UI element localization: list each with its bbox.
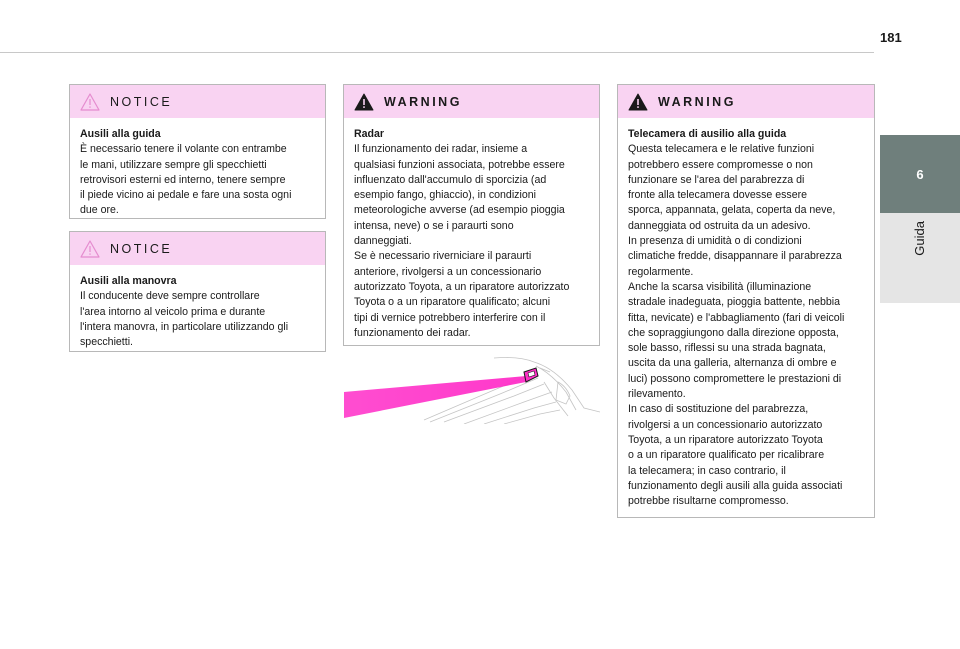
warning-text-line: uscita da una galleria, alternanza di ombre e [628,357,837,370]
warning-triangle-icon [628,93,648,111]
warning-text-line: che sopraggiungono dalla direzione opposta, [628,326,839,339]
warning-text-line: funzionamento dei radar. [354,326,471,339]
warning-box-camera [617,84,875,518]
warning-text-line: influenzato dall'accumulo di sporcizia (ad [354,173,547,186]
notice-heading: Ausili alla guida [80,128,161,140]
notice-title: NOTICE [110,241,173,256]
notice-box-parking-aids [69,231,326,352]
warning-text-line: rivolgersi a un concessionario autorizzato [628,418,823,431]
warning-text-line: Toyota, a un riparatore autorizzato Toyota [628,433,823,446]
notice-heading: Ausili alla manovra [80,275,177,287]
warning-text-line: intensa, neve) o se i paraurti sono [354,219,514,232]
notice-text-line: retrovisori esterni ed interno, tenere sempre [80,173,286,186]
chapter-label-tab [880,213,960,303]
notice-header [70,85,325,118]
notice-text-line: le mani, utilizzare sempre gli specchietti [80,158,267,171]
chapter-label: Guida [912,221,927,256]
windshield-camera-illustration [344,352,600,424]
warning-text-line: climatiche fredde, disappannare il parabrezza [628,250,842,263]
warning-text-line: funzionamento degli ausili alla guida associati [628,479,843,492]
warning-triangle-icon [354,93,374,111]
caution-triangle-icon [80,240,100,258]
notice-text-line: Il conducente deve sempre controllare [80,290,260,303]
warning-heading: Radar [354,128,385,140]
notice-text-line: l'intera manovra, in particolare utilizzando gli [80,320,289,333]
warning-text-line: tipi di vernice potrebbero interferire con il [354,311,546,324]
chapter-tab[interactable] [880,135,960,213]
notice-header [70,232,325,265]
warning-text-line: rilevamento. [628,388,686,401]
warning-text-line: In presenza di umidità o di condizioni [628,235,802,248]
warning-header [344,85,599,118]
header-divider [0,52,874,53]
notice-text-line: due ore. [80,204,119,217]
warning-text-line: potrebbe risultarne compromesso. [628,495,789,508]
warning-text-line: o a un riparatore qualificato per ricalibrare [628,449,825,462]
warning-text-line: potrebbero essere compromesse o non [628,158,813,171]
notice-text-line: il piede vicino ai pedale e fare una sosta ogni [80,189,292,202]
warning-text-line: luci) possono compromettere le prestazioni di [628,372,842,385]
notice-text-line: specchietti. [80,336,133,349]
notice-text-line: È necessario tenere il volante con entrambe [80,143,287,156]
warning-text-line: Questa telecamera e le relative funzioni [628,143,815,156]
warning-text-line: Toyota o a un riparatore qualificato; alcuni [354,296,551,309]
warning-header [618,85,874,118]
warning-text-line: sporca, appannata, gelata, coperta da neve, [628,204,836,217]
warning-text-line: stradale inadeguata, pioggia battente, nebbia [628,296,841,309]
warning-title: WARNING [384,94,462,109]
warning-text-line: fitta, nevicate) e l'abbagliamento (fari di veicoli [628,311,845,324]
warning-text-line: sole basso, riflessi su una strada bagnata, [628,342,826,355]
warning-text-line: danneggiata od ostruita da un adesivo. [628,219,811,232]
notice-box-driving-aids [69,84,326,219]
notice-title: NOTICE [110,94,173,109]
page-number: 181 [880,30,902,45]
warning-text-line: Se è necessario riverniciare il paraurti [354,250,532,263]
warning-text-line: qualsiasi funzioni associata, potrebbe essere [354,158,565,171]
warning-text-line: autorizzato Toyota, a un riparatore autorizzato [354,280,570,293]
warning-text-line: funzionare se l'area del parabrezza di [628,173,805,186]
warning-text-line: Anche la scarsa visibilità (illuminazione [628,280,812,293]
warning-text-line: esempio fango, ghiaccio), in condizioni [354,189,536,202]
notice-text-line: l'area intorno al veicolo prima e durante [80,305,266,318]
warning-heading: Telecamera di ausilio alla guida [628,128,787,140]
warning-text-line: la telecamera; in caso contrario, il [628,464,786,477]
warning-text-line: anteriore, rivolgersi a un concessionario [354,265,542,278]
camera-unit [524,368,538,382]
warning-box-radar [343,84,600,346]
warning-text-line: danneggiati. [354,235,412,248]
warning-text-line: fronte alla telecamera dovesse essere [628,189,808,202]
caution-triangle-icon [80,93,100,111]
warning-text-line: meteorologiche avverse (ad esempio pioggia [354,204,565,217]
warning-text-line: regolarmente. [628,265,694,278]
warning-text-line: In caso di sostituzione del parabrezza, [628,403,809,416]
warning-title: WARNING [658,94,736,109]
chapter-number: 6 [916,166,924,182]
warning-text-line: Il funzionamento dei radar, insieme a [354,143,528,156]
